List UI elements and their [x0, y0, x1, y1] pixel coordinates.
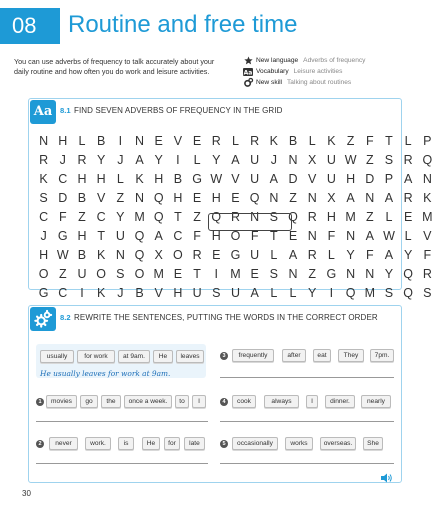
grid-cell[interactable]: R — [403, 153, 413, 167]
grid-row — [34, 189, 437, 208]
grid-cell[interactable]: V — [308, 172, 317, 186]
item-number: 5 — [220, 440, 228, 448]
grid-cell[interactable]: B — [173, 172, 183, 186]
grid-cell[interactable]: C — [173, 229, 183, 243]
page-number: 30 — [22, 489, 31, 498]
grid-cell[interactable]: R — [307, 248, 317, 262]
grid-cell[interactable]: P — [384, 172, 394, 186]
legend-value: Leisure activities — [293, 68, 343, 75]
grid-cell[interactable]: Y — [308, 286, 317, 300]
speaker-icon[interactable] — [381, 470, 393, 480]
grid-cell[interactable]: K — [327, 134, 336, 148]
grid-cell[interactable]: Y — [346, 248, 355, 262]
grid-row — [34, 246, 437, 265]
grid-cell[interactable]: Q — [403, 286, 414, 300]
grid-cell[interactable]: A — [250, 286, 259, 300]
grid-cell[interactable]: A — [288, 248, 298, 262]
grid-cell[interactable]: S — [212, 286, 221, 300]
grid-cell[interactable]: N — [269, 191, 279, 205]
word-chip[interactable]: work. — [85, 437, 111, 450]
grid-cell[interactable]: U — [250, 153, 260, 167]
word-chip[interactable]: leaves — [176, 350, 204, 363]
grid-cell[interactable]: H — [77, 172, 87, 186]
word-chip[interactable]: never — [49, 437, 78, 450]
grid-cell[interactable]: O — [96, 267, 107, 281]
grid-cell[interactable]: S — [116, 267, 125, 281]
grid-row — [34, 284, 437, 303]
word-chip[interactable]: works — [285, 437, 313, 450]
grid-cell[interactable]: U — [192, 286, 202, 300]
grid-cell[interactable]: Q — [153, 210, 164, 224]
grid-cell[interactable]: C — [58, 286, 68, 300]
grid-cell[interactable]: K — [96, 286, 106, 300]
grid-cell[interactable]: B — [77, 191, 87, 205]
grid-cell[interactable]: X — [308, 153, 317, 167]
exercise-2-panel — [28, 305, 402, 483]
grid-cell[interactable]: W — [56, 248, 69, 262]
grid-cell[interactable]: G — [57, 229, 68, 243]
grid-cell[interactable]: Q — [153, 191, 164, 205]
grid-cell[interactable]: M — [364, 286, 375, 300]
grid-cell[interactable]: M — [230, 267, 241, 281]
grid-cell[interactable]: G — [230, 248, 241, 262]
grid-cell[interactable]: V — [96, 191, 106, 205]
legend-label: New skill — [256, 79, 283, 86]
grid-cell[interactable]: H — [39, 248, 49, 262]
grid-cell[interactable]: Y — [403, 248, 413, 262]
grid-cell[interactable]: B — [96, 134, 106, 148]
grid-cell[interactable]: I — [80, 286, 84, 300]
grid-cell[interactable]: L — [231, 134, 239, 148]
grid-cell[interactable]: G — [38, 286, 49, 300]
grid-cell[interactable]: N — [365, 191, 375, 205]
grid-cell[interactable]: L — [404, 134, 412, 148]
legend-row-skill — [243, 77, 365, 88]
grid-cell[interactable]: O — [38, 267, 49, 281]
grid-cell[interactable]: H — [58, 134, 68, 148]
grid-cell[interactable]: Z — [116, 191, 125, 205]
word-chip[interactable]: after — [282, 349, 306, 362]
vocabulary-icon: Aa — [30, 100, 56, 124]
grid-cell[interactable]: E — [192, 191, 202, 205]
grid-cell[interactable]: H — [154, 172, 164, 186]
answer-line[interactable] — [220, 421, 394, 422]
word-chip[interactable]: for work — [77, 350, 115, 363]
grid-cell[interactable]: Z — [308, 267, 317, 281]
grid-cell[interactable]: F — [250, 229, 259, 243]
grid-cell[interactable]: Y — [96, 153, 106, 167]
grid-cell[interactable]: U — [115, 229, 125, 243]
grid-cell[interactable]: A — [384, 191, 394, 205]
grid-cell[interactable]: T — [385, 134, 393, 148]
grid-cell[interactable]: Q — [422, 153, 433, 167]
grid-cell[interactable]: V — [423, 229, 432, 243]
grid-cell[interactable]: Z — [365, 153, 374, 167]
word-chip[interactable]: overseas. — [320, 437, 356, 450]
grid-cell[interactable]: O — [134, 267, 145, 281]
answer-line[interactable] — [220, 377, 394, 378]
word-chip[interactable]: late — [184, 437, 205, 450]
word-chip[interactable]: She — [363, 437, 383, 450]
grid-cell[interactable]: G — [192, 172, 202, 186]
word-chip[interactable]: at 9am. — [118, 350, 150, 363]
grid-cell[interactable]: L — [289, 286, 297, 300]
grid-cell[interactable]: D — [365, 172, 375, 186]
grid-cell[interactable]: T — [174, 210, 182, 224]
grid-cell[interactable]: I — [329, 286, 334, 300]
item-number: 2 — [36, 440, 44, 448]
grid-cell[interactable]: J — [117, 153, 124, 167]
grid-cell[interactable]: C — [58, 172, 68, 186]
legend-value: Adverbs of frequency — [303, 57, 366, 64]
grid-cell[interactable]: X — [327, 191, 336, 205]
grid-cell[interactable]: R — [192, 248, 202, 262]
grid-cell[interactable]: Q — [134, 229, 145, 243]
grid-cell[interactable]: P — [423, 134, 432, 148]
grid-cell[interactable]: O — [230, 229, 241, 243]
word-chip[interactable]: eat — [313, 349, 331, 362]
grid-cell[interactable]: I — [214, 267, 219, 281]
grid-cell[interactable]: J — [270, 153, 277, 167]
grid-cell[interactable]: L — [327, 248, 335, 262]
word-chip[interactable]: nearly — [361, 395, 391, 408]
grid-cell[interactable]: J — [59, 153, 66, 167]
grid-cell[interactable]: H — [77, 229, 87, 243]
legend-row-language — [243, 55, 365, 66]
grid-cell[interactable]: F — [365, 248, 374, 262]
grid-cell[interactable]: L — [308, 134, 316, 148]
legend-row-vocabulary — [243, 66, 365, 77]
grid-cell[interactable]: Q — [288, 210, 298, 224]
grid-cell[interactable]: O — [173, 248, 183, 262]
grid-cell[interactable]: D — [288, 172, 298, 186]
grid-cell[interactable]: B — [288, 134, 298, 148]
example-answer: He usually leaves for work at 9am. — [40, 369, 171, 378]
grid-cell[interactable]: M — [422, 210, 433, 224]
grid-cell[interactable]: S — [39, 191, 48, 205]
grid-cell[interactable]: M — [345, 210, 356, 224]
grid-cell[interactable]: Q — [345, 286, 356, 300]
grid-cell[interactable]: U — [250, 248, 260, 262]
found-word-highlight — [208, 213, 292, 231]
grid-cell[interactable]: K — [96, 248, 106, 262]
word-chip[interactable]: to — [175, 395, 189, 408]
grid-cell[interactable]: H — [211, 191, 221, 205]
legend-label: Vocabulary — [256, 68, 289, 75]
grid-cell[interactable]: E — [212, 248, 221, 262]
grid-cell[interactable]: B — [135, 286, 144, 300]
grid-cell[interactable]: N — [250, 210, 260, 224]
grid-cell[interactable]: N — [39, 134, 49, 148]
unit-number-badge: 08 — [0, 8, 60, 44]
word-chip[interactable]: usually — [40, 350, 74, 363]
answer-line[interactable] — [36, 463, 208, 464]
grid-cell[interactable]: F — [193, 229, 201, 243]
grid-cell[interactable]: E — [250, 267, 259, 281]
grid-cell[interactable]: W — [210, 172, 223, 186]
grid-cell[interactable]: S — [269, 267, 279, 281]
word-chip[interactable]: cook — [232, 395, 256, 408]
grid-cell[interactable]: R — [211, 134, 221, 148]
grid-cell[interactable]: Z — [346, 134, 355, 148]
grid-cell[interactable]: Y — [384, 267, 394, 281]
grid-cell[interactable]: Z — [193, 210, 201, 224]
word-chip[interactable]: I — [192, 395, 206, 408]
grid-cell[interactable]: L — [270, 248, 278, 262]
grid-cell[interactable]: C — [96, 210, 106, 224]
grid-cell[interactable]: Z — [289, 191, 297, 205]
grid-cell[interactable]: N — [422, 172, 432, 186]
grid-cell[interactable]: R — [250, 134, 260, 148]
grid-cell[interactable]: Q — [403, 267, 414, 281]
intro-text: You can use adverbs of frequency to talk accurately about your daily routine and how often you do work and leisure activities. — [14, 57, 215, 76]
grid-cell[interactable]: I — [118, 134, 123, 148]
grid-cell[interactable]: U — [77, 267, 87, 281]
grid-cell[interactable]: B — [77, 248, 87, 262]
grid-cell[interactable]: Y — [116, 210, 125, 224]
grid-cell[interactable]: V — [154, 286, 163, 300]
grid-cell[interactable]: N — [307, 191, 317, 205]
grid-cell[interactable]: R — [422, 267, 432, 281]
unit-title: Routine and free time — [68, 11, 298, 38]
grid-cell[interactable]: E — [231, 191, 240, 205]
exercise-1-title: FIND SEVEN ADVERBS OF FREQUENCY IN THE GRID — [74, 106, 283, 115]
item-number: 3 — [220, 352, 228, 360]
grid-cell[interactable]: Z — [58, 267, 67, 281]
grid-cell[interactable]: Y — [154, 153, 163, 167]
grid-cell[interactable]: A — [231, 153, 240, 167]
star-icon — [243, 56, 253, 65]
grid-cell[interactable]: A — [365, 229, 374, 243]
word-chip[interactable]: I — [306, 395, 318, 408]
grid-cell[interactable]: K — [135, 172, 144, 186]
grid-cell[interactable]: R — [403, 191, 413, 205]
grid-row — [34, 132, 437, 151]
vocabulary-icon — [243, 67, 253, 76]
grid-cell[interactable]: H — [346, 172, 356, 186]
grid-cell[interactable]: R — [230, 210, 240, 224]
word-chip[interactable]: 7pm. — [370, 349, 394, 362]
grid-cell[interactable]: R — [307, 210, 317, 224]
grid-cell[interactable]: U — [326, 172, 336, 186]
grid-cell[interactable]: F — [365, 134, 374, 148]
grid-cell[interactable]: L — [78, 134, 86, 148]
grid-cell[interactable]: Q — [249, 191, 260, 205]
grid-cell[interactable]: I — [176, 153, 180, 167]
word-chip[interactable]: for — [164, 437, 180, 450]
grid-cell[interactable]: N — [307, 229, 317, 243]
grid-cell[interactable]: E — [173, 267, 183, 281]
exercise-2-title: REWRITE THE SENTENCES, PUTTING THE WORDS IN THE CORRECT ORDER — [74, 313, 378, 322]
grid-cell[interactable]: N — [135, 191, 145, 205]
grid-cell[interactable]: T — [97, 229, 105, 243]
legend-label: New language — [256, 57, 299, 64]
grid-cell[interactable]: U — [250, 172, 260, 186]
grid-cell[interactable]: S — [384, 286, 394, 300]
grid-cell[interactable]: E — [192, 134, 202, 148]
grid-cell[interactable]: A — [154, 229, 163, 243]
grid-cell[interactable]: J — [117, 286, 124, 300]
grid-cell[interactable]: L — [270, 286, 278, 300]
word-chip[interactable]: He — [153, 350, 173, 363]
grid-cell[interactable]: T — [193, 267, 201, 281]
grid-cell[interactable]: A — [269, 172, 279, 186]
grid-cell[interactable]: L — [193, 153, 201, 167]
grid-cell[interactable]: N — [288, 267, 298, 281]
grid-cell[interactable]: R — [77, 153, 87, 167]
grid-cell[interactable]: M — [153, 267, 164, 281]
grid-cell[interactable]: V — [231, 172, 240, 186]
grid-cell[interactable]: N — [346, 267, 356, 281]
grid-cell[interactable]: A — [384, 248, 394, 262]
grid-cell[interactable]: F — [58, 210, 67, 224]
grid-cell[interactable]: X — [154, 248, 163, 262]
grid-cell[interactable]: Z — [78, 210, 86, 224]
grid-cell[interactable]: S — [384, 153, 394, 167]
grid-cell[interactable]: H — [326, 210, 336, 224]
grid-cell[interactable]: F — [327, 229, 336, 243]
grid-row — [34, 170, 437, 189]
grid-cell[interactable]: K — [269, 134, 279, 148]
exercise-1-number: 8.1 — [60, 106, 71, 115]
grid-cell[interactable]: H — [173, 191, 183, 205]
word-chip[interactable]: the — [101, 395, 121, 408]
grid-row — [34, 265, 437, 284]
grid-row — [34, 151, 437, 170]
word-chip[interactable]: is — [118, 437, 134, 450]
grid-cell[interactable]: T — [270, 229, 278, 243]
grid-cell[interactable]: L — [404, 229, 412, 243]
grid-cell[interactable]: N — [346, 229, 356, 243]
grid-cell[interactable]: A — [135, 153, 144, 167]
word-chip[interactable]: They — [338, 349, 364, 362]
grid-cell[interactable]: N — [115, 248, 125, 262]
word-chip[interactable]: He — [142, 437, 160, 450]
grid-cell[interactable]: E — [288, 229, 298, 243]
grid-cell[interactable]: C — [39, 210, 49, 224]
grid-cell[interactable]: E — [154, 134, 163, 148]
grid-cell[interactable]: Q — [134, 248, 145, 262]
grid-cell[interactable]: L — [116, 172, 124, 186]
grid-cell[interactable]: K — [423, 191, 432, 205]
grid-cell[interactable]: H — [211, 229, 221, 243]
grid-cell[interactable]: J — [40, 229, 47, 243]
grid-cell[interactable]: S — [423, 286, 432, 300]
exercise-2-number: 8.2 — [60, 313, 71, 322]
grid-cell[interactable]: M — [134, 210, 145, 224]
word-chip[interactable]: always — [264, 395, 299, 408]
grid-cell[interactable]: U — [230, 286, 240, 300]
word-chip[interactable]: occasionally — [232, 437, 278, 450]
grid-cell[interactable]: D — [58, 191, 68, 205]
grid-cell[interactable]: H — [173, 286, 183, 300]
gears-icon — [243, 78, 253, 87]
grid-cell[interactable]: F — [423, 248, 432, 262]
grid-cell[interactable]: A — [403, 172, 413, 186]
gears-icon — [30, 307, 56, 331]
grid-cell[interactable]: S — [269, 210, 279, 224]
grid-cell[interactable]: K — [39, 172, 48, 186]
grid-cell[interactable]: Y — [212, 153, 221, 167]
answer-line[interactable] — [220, 463, 394, 464]
unit-header — [0, 8, 428, 44]
answer-line[interactable] — [36, 421, 208, 422]
legend — [243, 55, 365, 88]
word-chip[interactable]: dinner. — [325, 395, 355, 408]
grid-cell[interactable]: W — [344, 153, 357, 167]
grid-cell[interactable]: Z — [365, 210, 374, 224]
grid-cell[interactable]: Q — [211, 210, 222, 224]
grid-cell[interactable]: U — [326, 153, 336, 167]
svg-text:Aa: Aa — [243, 68, 253, 76]
grid-cell[interactable]: G — [326, 267, 337, 281]
grid-cell[interactable]: A — [346, 191, 355, 205]
word-chip[interactable]: once a week. — [124, 395, 172, 408]
grid-cell[interactable]: N — [365, 267, 375, 281]
grid-cell[interactable]: N — [288, 153, 298, 167]
grid-cell[interactable]: W — [383, 229, 395, 243]
item-number: 4 — [220, 398, 228, 406]
grid-cell[interactable]: R — [39, 153, 49, 167]
grid-cell[interactable]: L — [385, 210, 393, 224]
word-chip[interactable]: frequently — [232, 349, 274, 362]
legend-value: Talking about routines — [287, 79, 352, 86]
word-chip[interactable]: movies — [46, 395, 77, 408]
grid-cell[interactable]: E — [403, 210, 413, 224]
grid-cell[interactable]: H — [96, 172, 106, 186]
grid-cell[interactable]: N — [135, 134, 145, 148]
item-number: 1 — [36, 398, 44, 406]
grid-cell[interactable]: V — [173, 134, 183, 148]
word-chip[interactable]: go — [80, 395, 98, 408]
